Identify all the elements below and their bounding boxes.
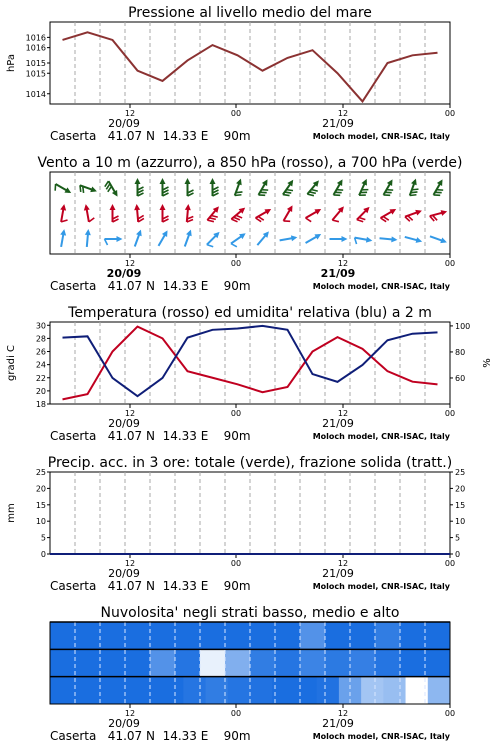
y-tick-label: 1015 [25, 59, 46, 68]
station-label: Caserta 41.07 N 14.33 E 90m [50, 279, 251, 293]
y-tick-label: 1016 [25, 43, 46, 53]
x-tick-label: 00 [230, 259, 242, 268]
model-credit: Moloch model, CNR-ISAC, Italy [312, 282, 450, 291]
x-tick-label: 12 [124, 259, 136, 268]
x-tick-label: 00 [444, 409, 456, 418]
y-tick-label: 20 [35, 484, 46, 494]
cloud-cell [425, 649, 451, 676]
x-tick-label: 00 [230, 709, 242, 718]
cloud-cell [75, 649, 101, 676]
x-tick-label: 12 [337, 709, 349, 718]
y-axis-label: hPa [6, 53, 17, 73]
y2-tick-label: 5 [455, 533, 461, 543]
temperature-title: Temperatura (rosso) ed umidita' relativa (blu) a 2 m [68, 305, 432, 321]
cloud-cell [50, 677, 73, 704]
cloud-cell [250, 677, 273, 704]
date-label: 20/09 [108, 417, 140, 430]
y2-tick-label: 25 [455, 468, 466, 477]
station-label: Caserta 41.07 N 14.33 E 90m [50, 729, 251, 743]
model-credit: Moloch model, CNR-ISAC, Italy [312, 132, 450, 141]
pressure-title: Pressione al livello medio del mare [128, 5, 372, 21]
y-tick-label: 1014 [25, 89, 46, 99]
wind-chart [0, 150, 500, 300]
y-tick-label: 5 [40, 533, 46, 543]
cloud-chart [0, 600, 500, 750]
date-label: 20/09 [108, 567, 140, 580]
plot-frame [50, 472, 450, 554]
model-credit: Moloch model, CNR-ISAC, Italy [312, 432, 450, 441]
station-label: Caserta 41.07 N 14.33 E 90m [50, 579, 251, 593]
plot-frame [50, 322, 450, 404]
y-tick-label: 20 [35, 386, 46, 396]
precipitation-panel [0, 450, 500, 600]
precipitation-title: Precip. acc. in 3 ore: totale (verde), frazione solida (tratt.) [47, 455, 453, 471]
cloud-cell [100, 649, 126, 676]
x-tick-label: 00 [230, 559, 242, 568]
cloud-cell [325, 649, 351, 676]
cloud-cell [375, 649, 401, 676]
date-label: 20/09 [108, 117, 140, 130]
temperature-panel [0, 300, 500, 450]
wind-title: Vento a 10 m (azzurro), a 850 hPa (rosso), a 700 hPa (verde) [37, 155, 463, 171]
y-tick-label: 10 [35, 517, 46, 527]
cloud-cell [150, 649, 176, 676]
precipitation-chart [0, 450, 500, 600]
y-tick-label: 18 [35, 400, 46, 409]
cloud-cell [117, 677, 140, 704]
cloud-cell [375, 622, 401, 649]
pressure-chart [0, 0, 500, 150]
cloud-cell [400, 622, 426, 649]
cloud-cell [225, 649, 251, 676]
cloud-cell [228, 677, 251, 704]
date-label: 20/09 [108, 717, 140, 730]
cloud-cell [300, 622, 326, 649]
y2-tick-label: 10 [455, 517, 466, 527]
cloud-cell [350, 649, 376, 676]
cloud-cell [317, 677, 340, 704]
cloud-cell [50, 649, 76, 676]
x-tick-label: 12 [337, 109, 349, 118]
station-label: Caserta 41.07 N 14.33 E 90m [50, 429, 251, 443]
y-tick-label: 22 [35, 373, 46, 383]
x-tick-label: 12 [337, 409, 349, 418]
x-tick-label: 12 [124, 409, 136, 418]
cloud-cell [100, 622, 126, 649]
x-tick-label: 12 [337, 559, 349, 568]
y2-tick-label: 0 [455, 550, 461, 559]
cloud-cell [294, 677, 317, 704]
cloud-cell [183, 677, 206, 704]
cloud-cell [125, 649, 151, 676]
y2-tick-label: 100 [455, 321, 471, 331]
x-tick-label: 00 [444, 109, 456, 118]
y-tick-label: 28 [35, 334, 46, 344]
cloud-cell [275, 622, 301, 649]
x-tick-label: 12 [124, 559, 136, 568]
cloud-cell [125, 622, 151, 649]
cloud-cell [272, 677, 295, 704]
pressure-panel [0, 0, 500, 150]
y-axis-label: mm [6, 503, 17, 523]
cloud-cell [225, 622, 251, 649]
cloud-cell [383, 677, 406, 704]
cloud-cell [72, 677, 95, 704]
date-label: 21/09 [322, 717, 354, 730]
cloud-cell [300, 649, 326, 676]
cloud-cell [200, 622, 226, 649]
y-tick-label: 1016 [25, 33, 46, 43]
cloud-cell [200, 649, 226, 676]
x-tick-label: 00 [444, 709, 456, 718]
y2-tick-label: 15 [455, 500, 466, 510]
y-tick-label: 0 [40, 550, 46, 559]
cloud-cell [350, 622, 376, 649]
y-tick-label: 1015 [25, 69, 46, 79]
date-label: 21/09 [322, 567, 354, 580]
date-label: 20/09 [106, 267, 142, 280]
cloud-cell [50, 622, 76, 649]
y-tick-label: 25 [35, 468, 46, 477]
y-tick-label: 24 [35, 360, 46, 370]
x-tick-label: 12 [124, 709, 136, 718]
cloud-cell [250, 622, 276, 649]
cloud-cell [175, 649, 201, 676]
y-tick-label: 15 [35, 500, 46, 510]
x-tick-label: 12 [337, 259, 349, 268]
y-tick-label: 30 [35, 321, 46, 331]
temperature-chart [0, 300, 500, 450]
x-tick-label: 00 [230, 409, 242, 418]
wind-panel [0, 150, 500, 300]
y2-axis-label: % [482, 358, 493, 368]
cloud-cell [150, 622, 176, 649]
cloud-cell [361, 677, 384, 704]
cloud-cell [275, 649, 301, 676]
cloud-cell [250, 649, 276, 676]
date-label: 21/09 [320, 267, 356, 280]
cloud-cell [428, 677, 451, 704]
y2-tick-label: 20 [455, 484, 466, 494]
x-tick-label: 00 [444, 259, 456, 268]
y2-tick-label: 80 [455, 347, 466, 357]
cloud-cell [400, 649, 426, 676]
cloud-cell [161, 677, 184, 704]
y-tick-label: 26 [35, 347, 46, 357]
x-tick-label: 00 [230, 109, 242, 118]
model-credit: Moloch model, CNR-ISAC, Italy [312, 582, 450, 591]
cloud-cell [175, 622, 201, 649]
cloud-cell [94, 677, 117, 704]
cloud-title: Nuvolosita' negli strati basso, medio e alto [100, 605, 400, 621]
cloud-cell [425, 622, 451, 649]
x-tick-label: 00 [444, 559, 456, 568]
date-label: 21/09 [322, 417, 354, 430]
cloud-cell [325, 622, 351, 649]
date-label: 21/09 [322, 117, 354, 130]
cloud-cell [75, 622, 101, 649]
y2-tick-label: 60 [455, 373, 466, 383]
y-axis-label: gradi C [6, 345, 17, 381]
x-tick-label: 12 [124, 109, 136, 118]
station-label: Caserta 41.07 N 14.33 E 90m [50, 129, 251, 143]
model-credit: Moloch model, CNR-ISAC, Italy [312, 732, 450, 741]
cloud-panel [0, 600, 500, 750]
